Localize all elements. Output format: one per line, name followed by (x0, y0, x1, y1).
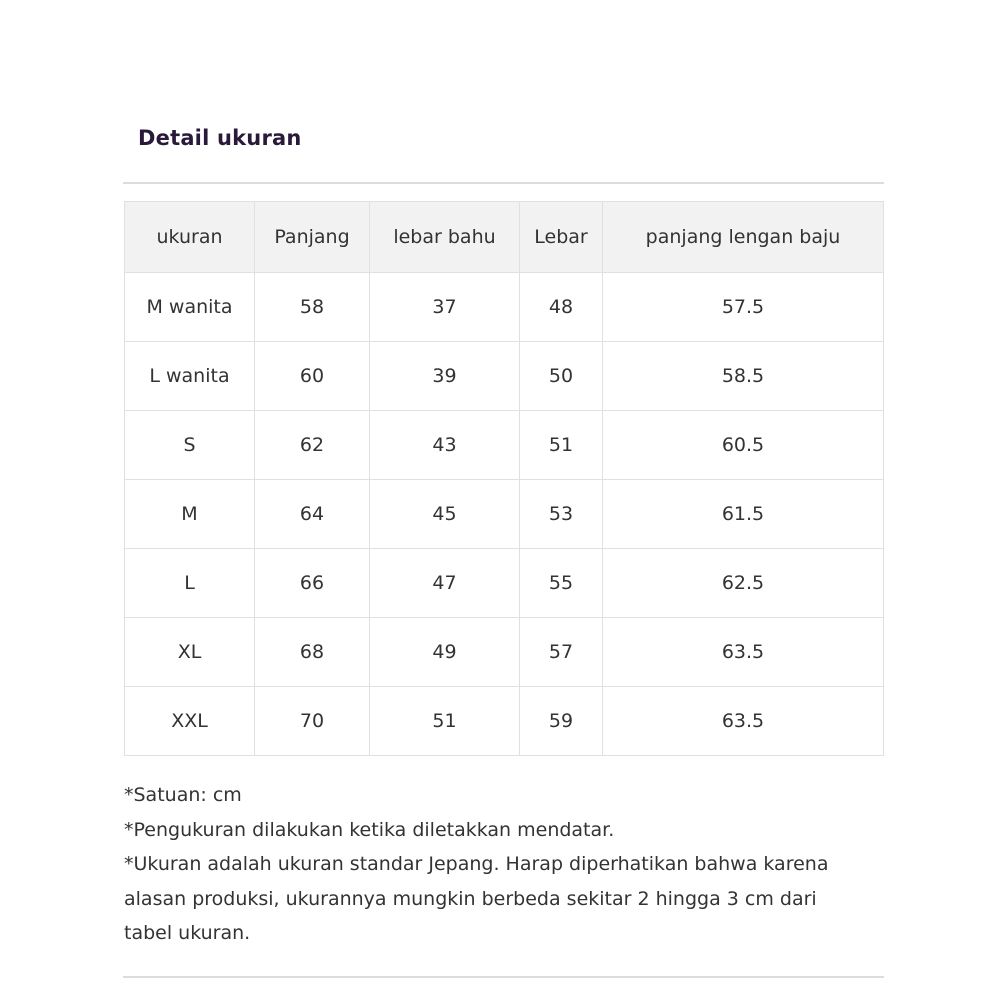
cell-width: 55 (520, 549, 603, 618)
note-standard-line1: *Ukuran adalah ukuran standar Jepang. Harap diperhatikan bahwa karena (124, 853, 829, 875)
cell-shoulder-width: 39 (370, 342, 520, 411)
cell-size: M wanita (125, 273, 255, 342)
cell-size: L wanita (125, 342, 255, 411)
cell-width: 50 (520, 342, 603, 411)
cell-sleeve-length: 63.5 (603, 687, 884, 756)
cell-shoulder-width: 49 (370, 618, 520, 687)
page-title: Detail ukuran (138, 126, 302, 150)
notes (124, 778, 864, 951)
cell-width: 51 (520, 411, 603, 480)
cell-shoulder-width: 51 (370, 687, 520, 756)
cell-width: 48 (520, 273, 603, 342)
table-row (125, 342, 884, 411)
cell-sleeve-length: 62.5 (603, 549, 884, 618)
cell-sleeve-length: 57.5 (603, 273, 884, 342)
table-row (125, 687, 884, 756)
cell-width: 57 (520, 618, 603, 687)
table-row (125, 273, 884, 342)
cell-shoulder-width: 45 (370, 480, 520, 549)
note-measurement: *Pengukuran dilakukan ketika diletakkan mendatar. (124, 818, 615, 841)
header-shoulder-width: lebar bahu (370, 202, 520, 273)
cell-length: 64 (255, 480, 370, 549)
size-table (124, 201, 884, 756)
cell-length: 62 (255, 411, 370, 480)
cell-length: 70 (255, 687, 370, 756)
cell-shoulder-width: 47 (370, 549, 520, 618)
table-row (125, 549, 884, 618)
cell-sleeve-length: 63.5 (603, 618, 884, 687)
cell-length: 58 (255, 273, 370, 342)
table-row (125, 411, 884, 480)
cell-sleeve-length: 58.5 (603, 342, 884, 411)
cell-size: XL (125, 618, 255, 687)
note-unit: *Satuan: cm (124, 784, 242, 806)
note-standard-line3: tabel ukuran. (124, 922, 251, 944)
cell-size: M (125, 480, 255, 549)
header-length: Panjang (255, 202, 370, 273)
table-row (125, 618, 884, 687)
cell-width: 53 (520, 480, 603, 549)
cell-width: 59 (520, 687, 603, 756)
cell-length: 66 (255, 549, 370, 618)
cell-size: L (125, 549, 255, 618)
cell-length: 60 (255, 342, 370, 411)
cell-shoulder-width: 43 (370, 411, 520, 480)
cell-size: S (125, 411, 255, 480)
cell-shoulder-width: 37 (370, 273, 520, 342)
note-standard-line2: alasan produksi, ukurannya mungkin berbeda sekitar 2 hingga 3 cm dari (124, 887, 817, 910)
header-size: ukuran (125, 202, 255, 273)
header-sleeve-length: panjang lengan baju (603, 202, 884, 273)
bottom-divider (123, 976, 884, 978)
cell-sleeve-length: 61.5 (603, 480, 884, 549)
cell-sleeve-length: 60.5 (603, 411, 884, 480)
cell-size: XXL (125, 687, 255, 756)
header-width: Lebar (520, 202, 603, 273)
table-header-row (125, 202, 884, 273)
table-row (125, 480, 884, 549)
cell-length: 68 (255, 618, 370, 687)
top-divider (123, 182, 884, 184)
